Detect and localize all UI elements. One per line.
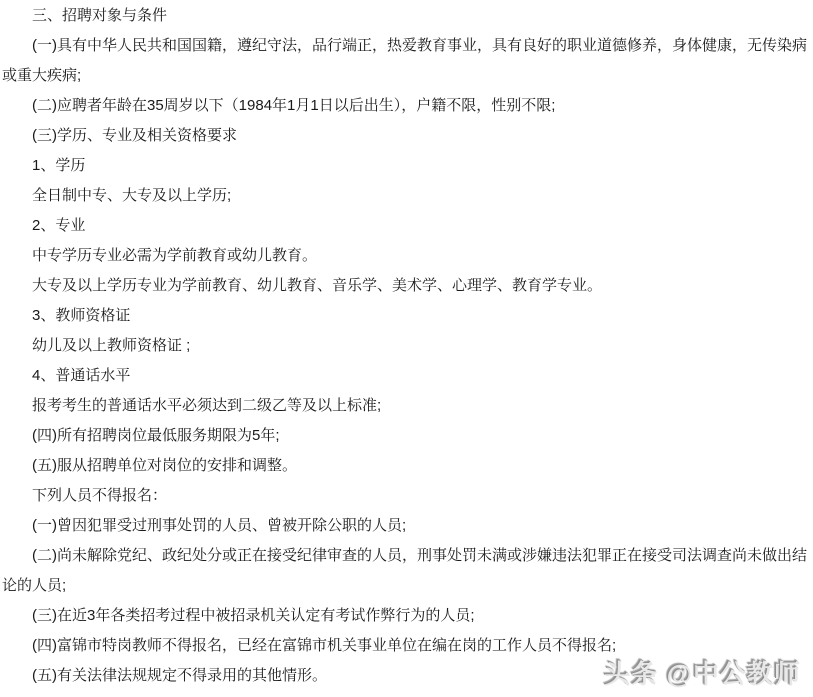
paragraph-item-2-body-b: 大专及以上学历专业为学前教育、幼儿教育、音乐学、美术学、心理学、教育学专业。	[32, 277, 603, 294]
paragraph-condition-3: (三)学历、专业及相关资格要求	[32, 127, 237, 144]
paragraph-item-2-title: 2、专业	[32, 217, 86, 234]
paragraph-item-3-body: 幼儿及以上教师资格证 ;	[32, 337, 191, 354]
paragraph-condition-4: (四)所有招聘岗位最低服务期限为5年;	[32, 427, 280, 444]
paragraph-item-1-body: 全日制中专、大专及以上学历;	[32, 187, 232, 204]
watermark-text: 头条 @中公教师	[604, 659, 801, 689]
paragraph-condition-5: (五)服从招聘单位对岗位的安排和调整。	[32, 457, 297, 474]
paragraph-exclusion-3: (三)在近3年各类招考过程中被招录机关认定有考试作弊行为的人员;	[32, 607, 475, 624]
paragraph-item-3-title: 3、教师资格证	[32, 307, 131, 324]
paragraph-condition-2: (二)应聘者年龄在35周岁以下（1984年1月1日以后出生），户籍不限，性别不限;	[32, 97, 556, 114]
paragraph-item-4-body: 报考考生的普通话水平必须达到二级乙等及以上标准;	[32, 397, 382, 414]
paragraph-exclusion-4: (四)富锦市特岗教师不得报名，已经在富锦市机关事业单位在编在岗的工作人员不得报名;	[32, 637, 617, 654]
paragraph-exclusion-intro: 下列人员不得报名：	[32, 487, 168, 504]
doc-heading: 三、招聘对象与条件	[32, 7, 168, 24]
paragraph-item-4-title: 4、普通话水平	[32, 367, 131, 384]
paragraph-item-2-body-a: 中专学历专业必需为学前教育或幼儿教育。	[32, 247, 318, 264]
paragraph-item-1-title: 1、学历	[32, 157, 86, 174]
paragraph-exclusion-5: (五)有关法律法规规定不得录用的其他情形。	[32, 667, 327, 684]
paragraph-exclusion-1: (一)曾因犯罪受过刑事处罚的人员、曾被开除公职的人员;	[32, 517, 407, 534]
paragraph-exclusion-2: (二)尚未解除党纪、政纪处分或正在接受纪律审查的人员，刑事处罚未满或涉嫌违法犯罪正在接受司法调查尚未做出结论的人员;	[2, 547, 807, 594]
toutiao-watermark	[604, 654, 801, 691]
paragraph-condition-1: (一)具有中华人民共和国国籍，遵纪守法，品行端正，热爱教育事业，具有良好的职业道德修养，身体健康，无传染病或重大疾病;	[2, 37, 807, 84]
